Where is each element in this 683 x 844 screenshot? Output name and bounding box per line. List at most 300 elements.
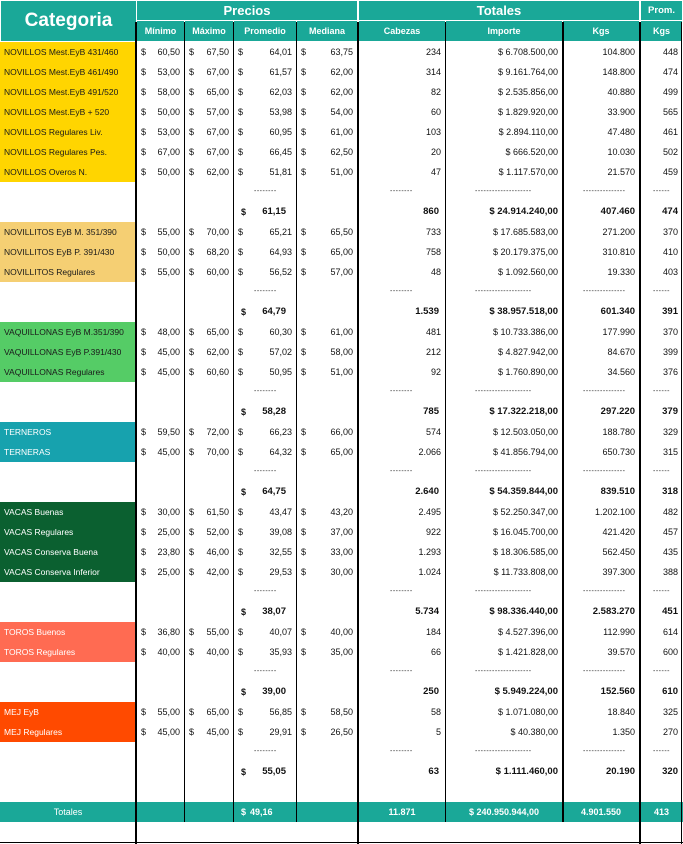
total-prom-kgs: 413 [653,807,670,817]
category-cell: TERNERAS [0,442,136,462]
separator-dashes: -------- [254,668,277,675]
mediana-cell: 65,00 [330,247,353,257]
grid-line [357,22,359,844]
kgs-cell: 397.300 [602,567,635,577]
mediana-cell: 35,00 [330,647,353,657]
importe-cell: $ 1.071.080,00 [497,707,558,717]
currency-symbol: $ [238,107,244,117]
separator-dashes: -------------------- [475,748,532,755]
separator-dashes: -------------------- [475,468,532,475]
separator-dashes: --------------- [583,388,626,395]
currency-symbol: $ [141,727,147,737]
category-cell: VACAS Conserva Buena [0,542,136,562]
currency-symbol: $ [141,567,147,577]
importe-cell: $ 1.829.920,00 [497,107,558,117]
currency-symbol: $ [238,507,244,517]
grid-line [445,22,446,822]
currency-symbol: $ [301,247,307,257]
importe-cell: $ 16.045.700,00 [492,527,558,537]
currency-symbol: $ [238,247,244,257]
currency-symbol: $ [141,627,147,637]
currency-symbol: $ [141,327,147,337]
currency-symbol: $ [238,167,244,177]
category-cell: NOVILLOS Mest.EyB 461/490 [0,62,136,82]
subtotal-promedio: 39,00 [262,686,286,697]
promedio-cell: 60,95 [269,127,292,137]
subtotal-prom-kgs: 610 [662,686,678,697]
currency-symbol: $ [301,67,307,77]
mediana-cell: 58,50 [330,707,353,717]
maximo-cell: 60,00 [206,267,229,277]
subtotal-cabezas: 2.640 [415,486,439,497]
currency-symbol: $ [189,87,195,97]
col-cabezas-label: Cabezas [383,26,421,36]
maximo-cell: 70,00 [206,227,229,237]
maximo-cell: 67,00 [206,127,229,137]
currency-symbol: $ [189,527,195,537]
currency-symbol: $ [301,527,307,537]
promedio-cell: 43,47 [269,507,292,517]
category-cell: TOROS Buenos [0,622,136,642]
precios-header-label: Precios [223,3,271,18]
prom-kgs-cell: 565 [662,107,678,117]
maximo-cell: 61,50 [206,507,229,517]
subtotal-cabezas: 250 [423,686,439,697]
subtotal-importe: $ 98.336.440,00 [489,606,558,617]
kgs-cell: 148.800 [602,67,635,77]
prom-kgs-cell: 457 [662,527,678,537]
currency-symbol: $ [238,647,244,657]
category-cell: NOVILLOS Mest.EyB 431/460 [0,42,136,62]
separator-dashes: ------ [653,468,670,475]
currency-symbol: $ [238,367,244,377]
category-cell: MEJ EyB [0,702,136,722]
kgs-cell: 421.420 [602,527,635,537]
cabezas-cell: 103 [425,127,441,137]
grid-line [135,22,137,844]
prom-kgs-cell: 270 [662,727,678,737]
currency-symbol: $ [189,107,195,117]
cabezas-cell: 1.024 [418,567,441,577]
mediana-cell: 65,00 [330,447,353,457]
currency-symbol: $ [301,327,307,337]
col-kgs-label: Kgs [592,26,610,36]
separator-dashes: -------- [254,588,277,595]
kgs-cell: 40.880 [607,87,635,97]
maximo-cell: 46,00 [206,547,229,557]
subtotal-cabezas: 860 [423,206,439,217]
table-row [0,522,683,542]
importe-cell: $ 6.708.500,00 [497,47,558,57]
cabezas-cell: 574 [425,427,441,437]
table-row [0,642,683,662]
subtotal-kgs: 152.560 [600,686,635,697]
promedio-cell: 50,95 [269,367,292,377]
maximo-cell: 42,00 [206,567,229,577]
currency-symbol: $ [238,67,244,77]
cabezas-cell: 20 [430,147,441,157]
col-minimo-label: Mínimo [144,26,177,36]
promedio-cell: 64,32 [269,447,292,457]
cabezas-cell: 1.293 [418,547,441,557]
importe-cell: $ 1.117.570,00 [498,167,558,177]
subtotal-prom-kgs: 318 [662,486,678,497]
categoria-header [1,1,136,41]
currency-symbol: $ [189,127,195,137]
table-row [0,562,683,582]
col-importe-header [446,21,562,41]
currency-symbol: $ [141,547,147,557]
currency-symbol: $ [141,227,147,237]
total-kgs: 4.901.550 [580,807,622,817]
separator-dashes: -------------------- [475,588,532,595]
subtotal-promedio: 61,15 [262,206,286,217]
currency-symbol: $ [141,87,147,97]
category-cell: TERNEROS [0,422,136,442]
importe-cell: $ 20.179.375,00 [492,247,558,257]
currency-symbol: $ [301,107,307,117]
cabezas-cell: 212 [425,347,441,357]
maximo-cell: 62,00 [206,347,229,357]
minimo-cell: 59,50 [157,427,180,437]
subtotal-prom-kgs: 320 [662,766,678,777]
kgs-cell: 84.670 [607,347,635,357]
separator-dashes: --------------- [583,468,626,475]
separator-dashes: -------- [254,188,277,195]
maximo-cell: 65,00 [206,327,229,337]
importe-cell: $ 40.380,00 [510,727,558,737]
mediana-cell: 30,00 [330,567,353,577]
table-row [0,442,683,462]
grid-line [296,22,297,822]
categoria-header-label: Categoria [24,10,113,31]
importe-cell: $ 4.827.942,00 [497,347,558,357]
currency-symbol: $ [141,247,147,257]
cabezas-cell: 47 [430,167,441,177]
currency-symbol: $ [301,147,307,157]
currency-symbol: $ [189,547,195,557]
promedio-cell: 60,30 [269,327,292,337]
minimo-cell: 40,00 [157,647,180,657]
currency-symbol: $ [241,807,247,817]
totales-header-label: Totales [476,3,522,18]
maximo-cell: 62,00 [206,167,229,177]
subtotal-importe: $ 1.111.460,00 [495,766,558,777]
category-cell: VACAS Buenas [0,502,136,522]
subtotal-cabezas: 1.539 [415,306,439,317]
currency-symbol: $ [141,367,147,377]
kgs-cell: 39.570 [607,647,635,657]
kgs-cell: 1.350 [612,727,635,737]
separator-dashes: -------- [390,588,413,595]
subtotal-importe: $ 38.957.518,00 [489,306,558,317]
minimo-cell: 30,00 [157,507,180,517]
subtotal-row [0,202,683,222]
prom-kgs-cell: 388 [662,567,678,577]
importe-cell: $ 9.161.764,00 [497,67,558,77]
separator-dashes: --------------- [583,188,626,195]
currency-symbol: $ [238,47,244,57]
currency-symbol: $ [241,767,247,777]
minimo-cell: 50,00 [157,167,180,177]
promedio-cell: 56,52 [269,267,292,277]
currency-symbol: $ [301,347,307,357]
category-cell: NOVILLOS Mest.EyB + 520 [0,102,136,122]
currency-symbol: $ [189,347,195,357]
currency-symbol: $ [238,227,244,237]
currency-symbol: $ [189,647,195,657]
currency-symbol: $ [189,267,195,277]
currency-symbol: $ [141,127,147,137]
table-row [0,262,683,282]
currency-symbol: $ [301,727,307,737]
mediana-cell: 62,00 [330,67,353,77]
kgs-cell: 1.202.100 [594,507,635,517]
promedio-cell: 64,01 [269,47,292,57]
currency-symbol: $ [141,67,147,77]
separator-dashes: -------------------- [475,388,532,395]
grid-line [562,22,564,822]
col-promedio-header [234,21,296,41]
minimo-cell: 55,00 [157,707,180,717]
mediana-cell: 58,00 [330,347,353,357]
currency-symbol: $ [241,607,247,617]
prom-kgs-cell: 474 [662,67,678,77]
mediana-cell: 65,50 [330,227,353,237]
importe-cell: $ 10.733.386,00 [492,327,558,337]
maximo-cell: 72,00 [206,427,229,437]
importe-cell: $ 1.092.560,00 [497,267,558,277]
currency-symbol: $ [301,647,307,657]
cabezas-cell: 234 [425,47,441,57]
prom-kgs-cell: 329 [662,427,678,437]
prom-kgs-cell: 502 [662,147,678,157]
currency-symbol: $ [189,627,195,637]
totales-header [359,1,639,20]
total-importe: $ 240.950.944,00 [468,807,540,817]
currency-symbol: $ [301,427,307,437]
category-cell: NOVILLOS Overos N. [0,162,136,182]
promedio-cell: 61,57 [269,67,292,77]
minimo-cell: 60,50 [157,47,180,57]
minimo-cell: 50,00 [157,247,180,257]
currency-symbol: $ [141,267,147,277]
currency-symbol: $ [141,147,147,157]
currency-symbol: $ [301,87,307,97]
subtotal-importe: $ 5.949.224,00 [494,686,558,697]
maximo-cell: 57,00 [206,107,229,117]
table-row [0,102,683,122]
subtotal-promedio: 64,75 [262,486,286,497]
cabezas-cell: 184 [425,627,441,637]
currency-symbol: $ [301,627,307,637]
totals-row [0,802,683,822]
table-row [0,82,683,102]
category-cell: VACAS Conserva Inferior [0,562,136,582]
currency-symbol: $ [189,707,195,717]
prom-kgs-cell: 370 [662,327,678,337]
separator-dashes: ------ [653,588,670,595]
table-row [0,142,683,162]
currency-symbol: $ [141,167,147,177]
prom-kgs-cell: 315 [662,447,678,457]
importe-cell: $ 1.421.828,00 [497,647,558,657]
subtotal-row [0,302,683,322]
separator-dashes: --------------- [583,588,626,595]
total-promedio: 49,16 [250,807,273,817]
importe-cell: $ 12.503.050,00 [492,427,558,437]
separator-dashes: -------- [254,288,277,295]
promedio-cell: 35,93 [269,647,292,657]
currency-symbol: $ [141,647,147,657]
table-row [0,322,683,342]
currency-symbol: $ [189,327,195,337]
category-cell: NOVILLITOS EyB M. 351/390 [0,222,136,242]
subtotal-kgs: 601.340 [600,306,635,317]
table-row [0,242,683,262]
currency-symbol: $ [241,407,247,417]
prom-header-label: Prom. [648,5,675,16]
promedio-cell: 66,45 [269,147,292,157]
mediana-cell: 61,00 [330,127,353,137]
maximo-cell: 55,00 [206,627,229,637]
prom-kgs-cell: 376 [662,367,678,377]
separator-dashes: -------- [390,188,413,195]
mediana-cell: 33,00 [330,547,353,557]
mediana-cell: 63,75 [330,47,353,57]
subtotal-row [0,682,683,702]
currency-symbol: $ [141,107,147,117]
table-row [0,162,683,182]
promedio-cell: 65,21 [269,227,292,237]
separator-dashes: --------------- [583,748,626,755]
minimo-cell: 50,00 [157,107,180,117]
currency-symbol: $ [189,367,195,377]
table-row [0,722,683,742]
mediana-cell: 54,00 [330,107,353,117]
currency-symbol: $ [301,47,307,57]
table-row [0,702,683,722]
table-row [0,122,683,142]
cabezas-cell: 5 [435,727,441,737]
importe-cell: $ 18.306.585,00 [492,547,558,557]
category-cell: VACAS Regulares [0,522,136,542]
subtotal-kgs: 407.460 [600,206,635,217]
kgs-cell: 33.900 [607,107,635,117]
separator-dashes: -------- [390,468,413,475]
cabezas-cell: 60 [430,107,441,117]
subtotal-prom-kgs: 451 [662,606,678,617]
maximo-cell: 52,00 [206,527,229,537]
promedio-cell: 29,53 [269,567,292,577]
currency-symbol: $ [141,47,147,57]
currency-symbol: $ [301,227,307,237]
prom-kgs-cell: 461 [662,127,678,137]
cabezas-cell: 82 [430,87,441,97]
table-row [0,42,683,62]
promedio-cell: 39,08 [269,527,292,537]
total-cabezas: 11.871 [388,807,416,817]
kgs-cell: 104.800 [602,47,635,57]
category-cell: TOROS Regulares [0,642,136,662]
currency-symbol: $ [189,167,195,177]
subtotal-row [0,762,683,782]
subtotal-kgs: 2.583.270 [592,606,635,617]
subtotal-promedio: 55,05 [262,766,286,777]
currency-symbol: $ [238,147,244,157]
minimo-cell: 36,80 [157,627,180,637]
importe-cell: $ 2.535.856,00 [497,87,558,97]
table-row [0,222,683,242]
category-cell: MEJ Regulares [0,722,136,742]
maximo-cell: 65,00 [206,87,229,97]
importe-cell: $ 17.685.583,00 [492,227,558,237]
category-cell: NOVILLITOS Regulares [0,262,136,282]
category-cell: NOVILLITOS EyB P. 391/430 [0,242,136,262]
prom-kgs-cell: 499 [662,87,678,97]
cabezas-cell: 66 [430,647,441,657]
minimo-cell: 55,00 [157,227,180,237]
cabezas-cell: 481 [425,327,441,337]
cabezas-cell: 92 [430,367,441,377]
currency-symbol: $ [238,707,244,717]
kgs-cell: 18.840 [607,707,635,717]
currency-symbol: $ [238,727,244,737]
table-row [0,542,683,562]
currency-symbol: $ [238,427,244,437]
separator-dashes: --------------- [583,288,626,295]
minimo-cell: 25,00 [157,527,180,537]
kgs-cell: 10.030 [607,147,635,157]
currency-symbol: $ [301,267,307,277]
mediana-cell: 51,00 [330,167,353,177]
currency-symbol: $ [301,447,307,457]
promedio-cell: 29,91 [269,727,292,737]
subtotal-row [0,602,683,622]
currency-symbol: $ [141,447,147,457]
separator-dashes: -------- [254,468,277,475]
grid-line [233,22,234,822]
subtotal-prom-kgs: 474 [662,206,678,217]
promedio-cell: 62,03 [269,87,292,97]
promedio-cell: 53,98 [269,107,292,117]
cabezas-cell: 758 [425,247,441,257]
promedio-cell: 51,81 [269,167,292,177]
promedio-cell: 32,55 [269,547,292,557]
kgs-cell: 34.560 [607,367,635,377]
currency-symbol: $ [241,487,247,497]
currency-symbol: $ [238,527,244,537]
category-cell: VAQUILLONAS EyB P.391/430 [0,342,136,362]
grid-line [681,22,682,844]
subtotal-cabezas: 5.734 [415,606,439,617]
currency-symbol: $ [189,67,195,77]
minimo-cell: 45,00 [157,447,180,457]
category-cell: VAQUILLONAS EyB M.351/390 [0,322,136,342]
col-cabezas-header [359,21,445,41]
currency-symbol: $ [238,447,244,457]
importe-cell: $ 4.527.396,00 [497,627,558,637]
cabezas-cell: 48 [430,267,441,277]
subtotal-row [0,402,683,422]
currency-symbol: $ [301,707,307,717]
currency-symbol: $ [301,367,307,377]
currency-symbol: $ [189,427,195,437]
subtotal-row [0,482,683,502]
kgs-cell: 271.200 [602,227,635,237]
separator-dashes: -------------------- [475,668,532,675]
maximo-cell: 67,00 [206,67,229,77]
